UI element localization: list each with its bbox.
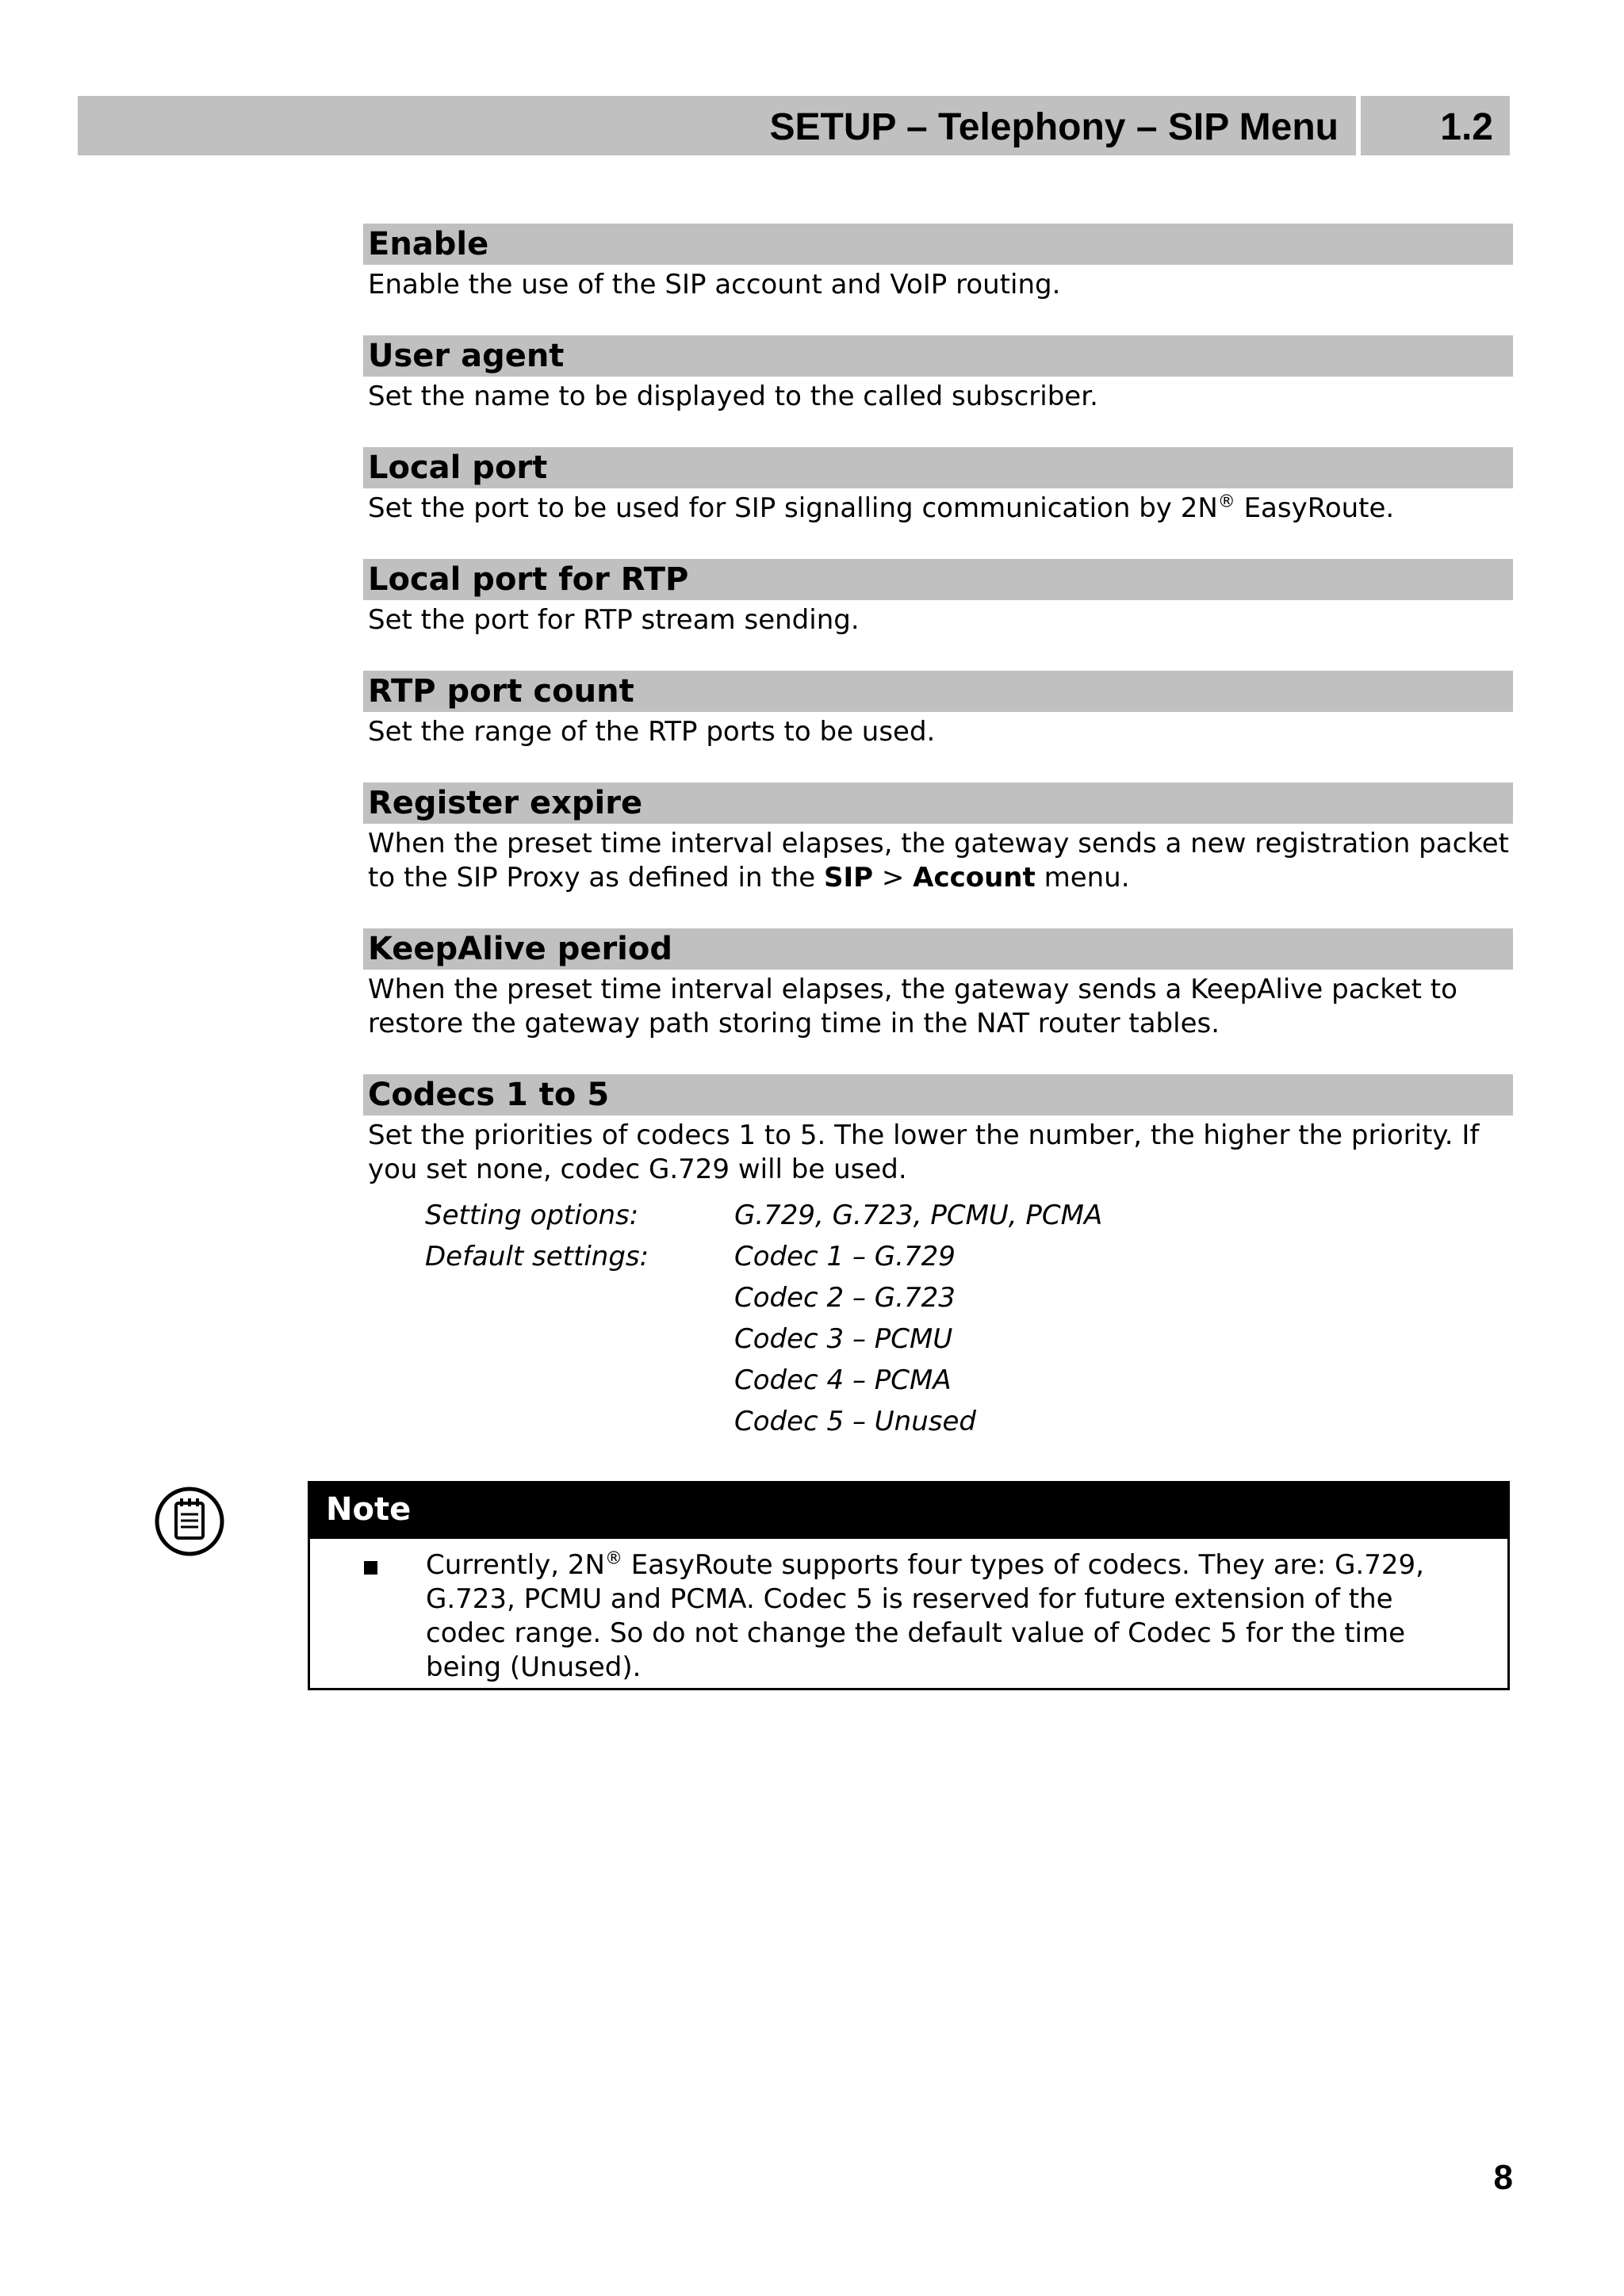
default-value: Codec 4 – PCMA [734,1364,952,1396]
section-rtp-port-count [363,671,1513,749]
section-keepalive [363,928,1513,1041]
section-register-expire [363,783,1513,895]
section-enable [363,224,1513,302]
section-heading: RTP port count [363,671,1513,712]
codec-options [363,1195,1513,1442]
section-heading: KeepAlive period [363,928,1513,970]
note-box [308,1481,1510,1690]
section-text: When the preset time interval elapses, the gateway sends a KeepAlive packet to restore the gateway path storing time in the NAT router tables. [368,974,1457,1039]
option-label: Setting options: [425,1200,639,1231]
section-heading: Codecs 1 to 5 [363,1074,1513,1115]
section-text: Enable the use of the SIP account and VoIP routing. [368,269,1061,300]
option-row [363,1236,1513,1277]
section-local-port [363,447,1513,526]
section-heading: Local port for RTP [363,559,1513,600]
option-row [363,1277,1513,1318]
note-heading: Note [310,1483,1507,1539]
option-row [363,1195,1513,1236]
main-content [363,224,1513,1475]
text-part: EasyRoute supports four types of codecs. They are: G.729, G.723, PCMU and PCMA. Codec 5 is reserved for future extension of the codec range. So do not change the default value of Codec 5 for the time being (Unused). [426,1549,1424,1683]
default-value: Codec 5 – Unused [734,1406,976,1437]
option-row [363,1401,1513,1442]
section-heading: Local port [363,447,1513,488]
section-heading: Register expire [363,783,1513,824]
menu-ref-sip: SIP [823,862,874,894]
registered-mark: ® [1217,492,1235,512]
page-title: SETUP – Telephony – SIP Menu [769,106,1339,148]
section-heading: Enable [363,224,1513,265]
page-number: 8 [1493,2158,1513,2197]
section-text [363,492,1513,526]
text-part: EasyRoute. [1235,492,1395,524]
section-heading: User agent [363,335,1513,377]
option-label: Default settings: [425,1241,649,1272]
note-item [310,1539,1507,1685]
section-text: Set the range of the RTP ports to be used. [368,716,936,748]
option-row [363,1360,1513,1401]
default-value: Codec 1 – G.729 [734,1241,956,1272]
section-codecs [363,1074,1513,1442]
text-part: Set the port to be used for SIP signalling communication by 2N [368,492,1218,524]
section-number: 1.2 [1440,106,1493,148]
square-bullet-icon [364,1561,377,1575]
text-part: menu. [1035,862,1130,894]
section-text: Set the name to be displayed to the called subscriber. [368,381,1098,412]
text-part: Currently, 2N [426,1549,605,1581]
section-text: Set the priorities of codecs 1 to 5. The lower the number, the higher the priority. If you set none, codec G.729 will be used. [368,1119,1480,1185]
notepad-icon [154,1486,225,1557]
section-user-agent [363,335,1513,414]
option-value: G.729, G.723, PCMU, PCMA [734,1200,1103,1231]
registered-mark: ® [604,1548,622,1569]
section-text: Set the port for RTP stream sending. [368,604,860,636]
option-row [363,1318,1513,1360]
default-value: Codec 3 – PCMU [734,1323,953,1355]
default-value: Codec 2 – G.723 [734,1282,956,1314]
text-part: When the preset time interval elapses, the gateway sends a new registration packet to the SIP Proxy as defined in the [368,828,1510,894]
section-text [363,827,1513,895]
text-part: > [873,862,914,894]
menu-ref-account: Account [913,862,1036,894]
section-local-port-rtp [363,559,1513,637]
